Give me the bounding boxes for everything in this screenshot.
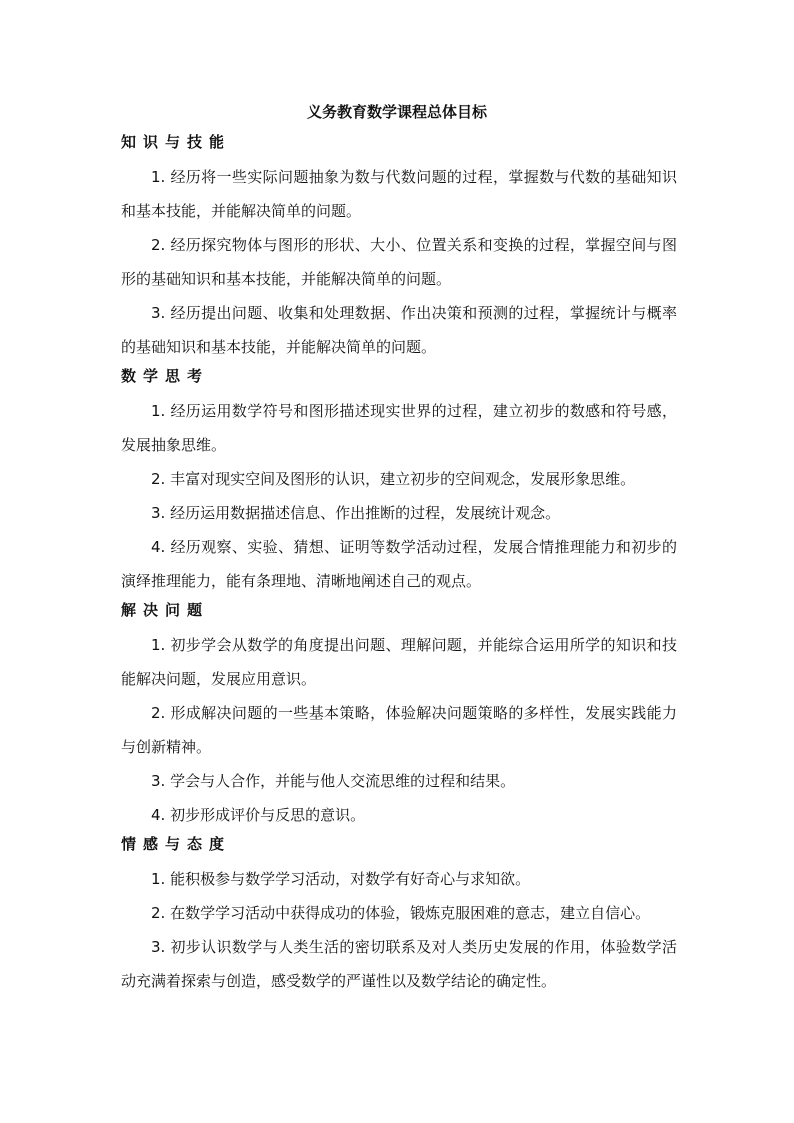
paragraph-emotion-3: 3. 初步认识数学与人类生活的密切联系及对人类历史发展的作用，体验数学活动充满着探索与创造，感受数学的严谨性以及数学结论的确定性。 (121, 938, 677, 990)
paragraph-thinking-3: 3. 经历运用数据描述信息、作出推断的过程，发展统计观念。 (151, 504, 561, 522)
paragraph-knowledge-1: 1. 经历将一些实际问题抽象为数与代数问题的过程，掌握数与代数的基础知识和基本技能，并能解决简单的问题。 (121, 168, 677, 220)
section-heading-problem-solving: 解决问题 (121, 601, 210, 619)
section-heading-emotion-attitude: 情感与态度 (121, 835, 232, 853)
paragraph-thinking-1: 1. 经历运用数学符号和图形描述现实世界的过程，建立初步的数感和符号感，发展抽象思维。 (121, 402, 677, 454)
paragraph-problem-4: 4. 初步形成评价与反思的意识。 (151, 806, 366, 824)
paragraph-problem-2: 2. 形成解决问题的一些基本策略，体验解决问题策略的多样性，发展实践能力与创新精神。 (121, 704, 677, 756)
paragraph-knowledge-2: 2. 经历探究物体与图形的形状、大小、位置关系和变换的过程，掌握空间与图形的基础知识和基本技能，并能解决简单的问题。 (121, 236, 677, 288)
paragraph-problem-1: 1. 初步学会从数学的角度提出问题、理解问题，并能综合运用所学的知识和技能解决问题，发展应用意识。 (121, 636, 677, 688)
paragraph-thinking-2: 2. 丰富对现实空间及图形的认识，建立初步的空间观念，发展形象思维。 (151, 470, 636, 488)
document-title: 义务教育数学课程总体目标 (306, 103, 487, 121)
paragraph-emotion-2: 2. 在数学学习活动中获得成功的体验，锻炼克服困难的意志，建立自信心。 (151, 904, 651, 922)
paragraph-emotion-1: 1. 能积极参与数学学习活动，对数学有好奇心与求知欲。 (151, 870, 531, 888)
paragraph-knowledge-3: 3. 经历提出问题、收集和处理数据、作出决策和预测的过程，掌握统计与概率的基础知识和基本技能，并能解决简单的问题。 (121, 304, 677, 356)
section-heading-knowledge-skills: 知识与技能 (121, 133, 232, 151)
paragraph-problem-3: 3. 学会与人合作，并能与他人交流思维的过程和结果。 (151, 772, 516, 790)
section-heading-math-thinking: 数学思考 (121, 367, 210, 385)
paragraph-thinking-4: 4. 经历观察、实验、猜想、证明等数学活动过程，发展合情推理能力和初步的演绎推理能力，能有条理地、清晰地阐述自己的观点。 (121, 538, 677, 590)
